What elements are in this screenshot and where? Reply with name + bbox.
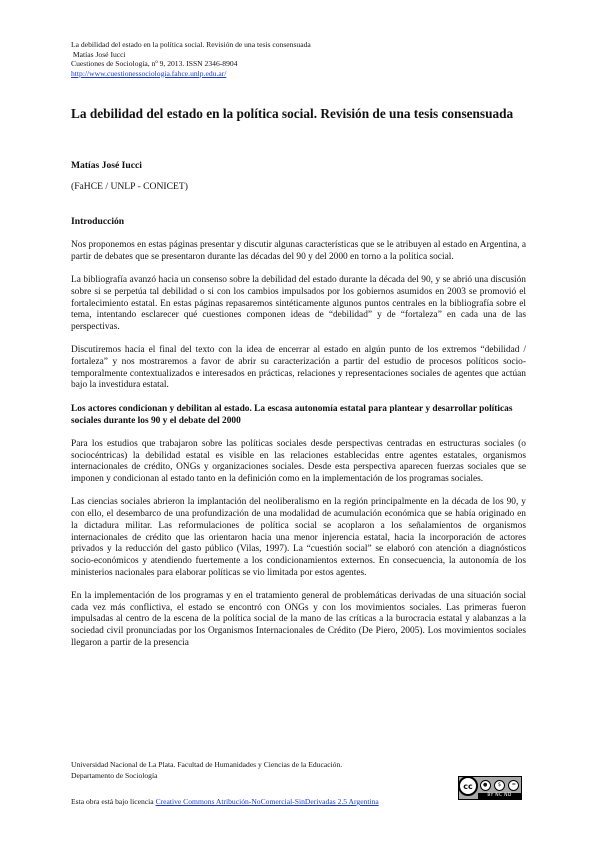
article-body (71, 240, 526, 661)
article-title: La debilidad del estado en la política social. Revisión de una tesis consensuada (71, 106, 514, 121)
paragraph: Nos proponemos en estas páginas presentar y discutir algunas características que se le atribuyen al estado en Argentina, a partir de debates que se presentaron durante las décadas del 90 y del 2000 en torno a la política social. (71, 240, 526, 262)
paragraph: En la implementación de los programas y en el tratamiento general de problemáticas derivadas de una situación social cada vez más conflictiva, el estado se encontró con ONGs y con los movimientos sociales. Las primeras fueron impulsadas al centro de la escena de la política social de la mano de las críticas a la burocracia estatal y alabanzas a la sociedad civil pronunciadas por los Organismos Internacionales de Crédito (De Piero, 2005). Los movimientos sociales llegaron a partir de la presencia (71, 591, 526, 648)
header-journal: Cuestiones de Sociología, nº 9, 2013. ISSN 2346-8904 (71, 59, 238, 69)
header-author: Matías José Iucci (71, 49, 126, 59)
section-heading-introduction: Introducción (71, 216, 125, 227)
section-heading-actors: Los actores condicionan y debilitan al estado. La escasa autonomía estatal para plantear y desarrollar políticas sociales durante los 90 y el debate del 2000 (71, 403, 513, 426)
noderivatives-icon: = (508, 780, 519, 791)
license-notice (71, 797, 379, 806)
creative-commons-badge[interactable] (458, 776, 522, 800)
author-affiliation: (FaHCE / UNLP - CONICET) (71, 181, 188, 192)
article-author: Matías José Iucci (71, 160, 142, 171)
attribution-icon: ● (480, 780, 491, 791)
footer-university: Universidad Nacional de La Plata. Facultad de Humanidades y Ciencias de la Educación. (71, 760, 343, 769)
running-header (71, 40, 526, 78)
license-link[interactable]: Creative Commons Atribución-NoComercial-SinDerivadas 2.5 Argentina (155, 797, 379, 806)
footer-department: Departamento de Sociología (71, 770, 158, 780)
license-prefix: Esta obra está bajo licencia (71, 797, 156, 806)
paragraph: La bibliografía avanzó hacia un consenso sobre la debilidad del estado durante la década del 90, y se abrió una discusión sobre si se perpetúa tal debilidad o si con los cambios impulsados por los gobiernos asumidos en 2003 se promovió el fortalecimiento estatal. En estas páginas repasaremos sintéticamente algunos puntos centrales en la bibliografía sobre el tema, intentando esclarecer qué cuestiones componen ideas de “debilidad” y de “fortaleza” en cada una de las perspectivas. (71, 275, 526, 332)
journal-link[interactable]: http://www.cuestionessociologia.fahce.unlp.edu.ar/ (71, 68, 227, 78)
paragraph: Discutiremos hacia el final del texto con la idea de encerrar al estado en algún punto de los extremos “debilidad / fortaleza” y nos mostraremos a favor de abrir su caracterización a partir del estudio de procesos políticos socio-temporalmente contextualizados e interesados en prácticas, relaciones y representaciones sociales de agentes que actúan bajo la investidura estatal. (71, 345, 526, 391)
license-badge-strip: BY NC ND (478, 793, 521, 799)
header-article-title: La debilidad del estado en la política social. Revisión de una tesis consensuada (71, 40, 311, 49)
paragraph: Las ciencias sociales abrieron la implantación del neoliberalismo en la región principalmente en la década de los 90, y con ello, el desembarco de una profundización de una modalidad de acumulación económica que se había originado en la dictadura militar. Las reformulaciones de política social se acoplaron a los señalamientos de organismos internacionales de crédito que las orientaron hacia una menor injerencia estatal, hacia la incorporación de actores privados y la reducción del gasto público (Vilas, 1997). La “cuestión social” se elaboró con atención a diagnósticos socio-económicos y atendiendo fuertemente a los condicionamientos externos. En consecuencia, la autonomía de los ministerios nacionales para elaborar políticas se vio limitada por estos agentes. (71, 497, 526, 578)
cc-logo-icon: cc (458, 776, 478, 796)
noncommercial-icon: $ (494, 780, 505, 791)
paragraph: Para los estudios que trabajaron sobre las políticas sociales desde perspectivas centradas en estructuras sociales (o sociocéntricas) la debilidad estatal es visible en las relaciones establecidas entre agentes estatales, organismos internacionales de crédito, ONGs y organizaciones sociales. Desde esta perspectiva aparecen fuerzas sociales que se imponen y condicionan al estado tanto en la definición como en la implementación de los programas sociales. (71, 438, 526, 484)
